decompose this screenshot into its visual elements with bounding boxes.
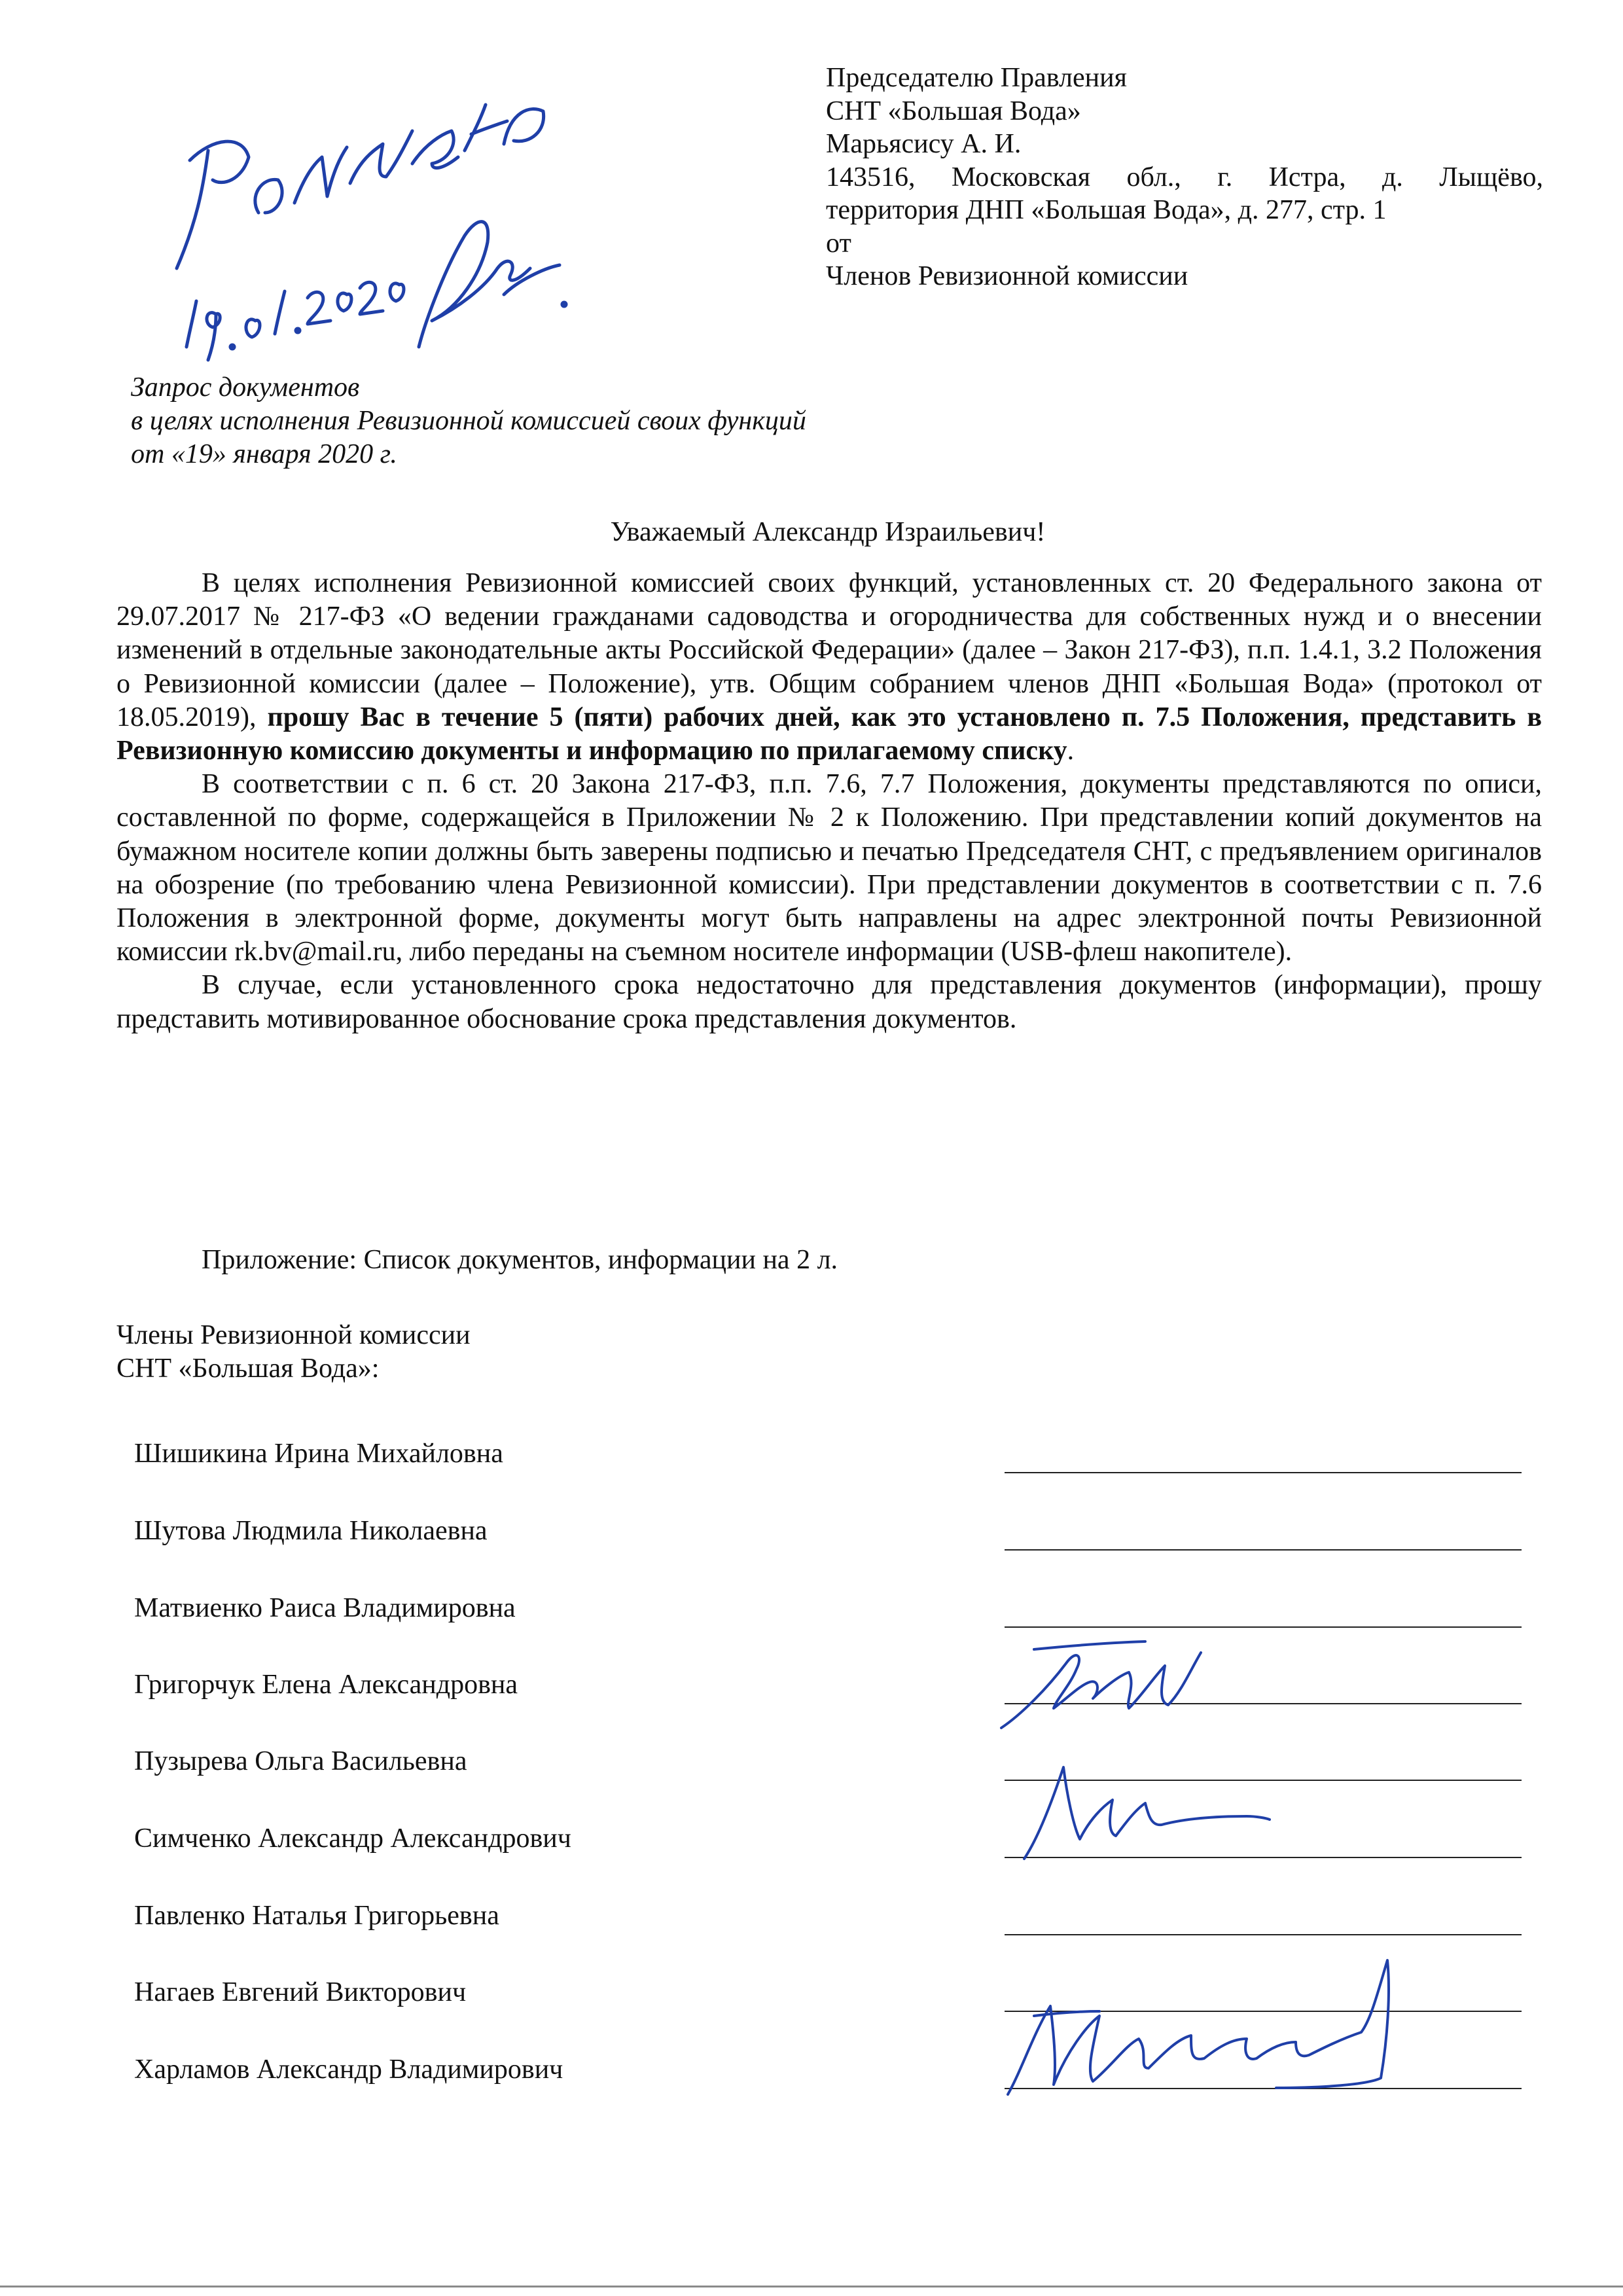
member-row [134, 1668, 1522, 1708]
signature-line [1005, 1934, 1522, 1935]
signature-grigorchuk [995, 1636, 1211, 1734]
member-row [134, 1515, 1522, 1554]
member-name: Пузырева Ольга Васильевна [134, 1746, 467, 1776]
addressee-from: от [826, 228, 851, 259]
subject-date: от «19» января 2020 г. [131, 439, 397, 469]
paragraph-bold-request: прошу Вас в течение 5 (пяти) рабочих дней, как это установлено п. 7.5 Положения, представить в Ревизионную комиссию документы и информацию по прилагаемому списку [116, 702, 1542, 766]
member-name: Шишикина Ирина Михайловна [134, 1439, 503, 1469]
member-row [134, 1822, 1522, 1861]
subject-line: в целях исполнения Ревизионной комиссией своих функций [131, 406, 806, 436]
member-name: Симченко Александр Александрович [134, 1823, 571, 1854]
paragraph-end: . [1067, 736, 1075, 766]
addressee-line: Председателю Правления [826, 63, 1127, 93]
member-name: Павленко Наталья Григорьевна [134, 1901, 499, 1931]
addressee-line: СНТ «Большая Вода» [826, 96, 1081, 126]
signature-kharlamov [995, 1954, 1420, 2104]
member-row [134, 1592, 1522, 1631]
member-name: Матвиенко Раиса Владимировна [134, 1593, 516, 1623]
member-name: Шутова Людмила Николаевна [134, 1516, 488, 1546]
paragraph-text: В целях исполнения Ревизионной комиссией своих функций, установленных ст. 20 Федерального закона от 29.07.2017 № 217-ФЗ «О ведении гражданами садоводства и огородничества для собственных нужд и о внесении изменений в отдельные законодательные акты Российской Федерации» (далее – Закон 217-ФЗ), п.п. 1.4.1, 3.2 Положения о Ревизионной комиссии (далее – Положение), утв. Общим собранием членов ДНП «Большая Вода» (протокол от 18.05.2019), [116, 568, 1542, 732]
addressee-line: Марьясису А. И. [826, 129, 1022, 159]
salutation: Уважаемый Александр Израильевич! [610, 517, 1046, 547]
member-row [134, 1437, 1522, 1477]
signature-line [1005, 1549, 1522, 1551]
attachment-note: Приложение: Список документов, информации на 2 л. [202, 1245, 838, 1275]
body-paragraph-2: В соответствии с п. 6 ст. 20 Закона 217-ФЗ, п.п. 7.6, 7.7 Положения, документы представляются по описи, составленной по форме, содержащейся в Приложении № 2 к Положению. При представлении копий документов на бумажном носителе копии должны быть заверены подписью и печатью Председателя СНТ, с предъявлением оригиналов на обозрение (по требованию члена Ревизионной комиссии). При представлении документов в соответствии с п. 7.6 Положения в электронной форме, документы могут быть направлены на адрес электронной почты Ревизионной комиссии rk.bv@mail.ru, либо переданы на съемном носителе информации (USB-флеш накопителе). [116, 769, 1542, 967]
body-paragraph-3: В случае, если установленного срока недостаточно для представления документов (информации), прошу представить мотивированное обоснование срока представления документов. [116, 970, 1542, 1034]
subject-line: Запрос документов [131, 372, 360, 403]
member-row [134, 1745, 1522, 1784]
signature-simchenko [1011, 1754, 1273, 1865]
member-name: Нагаев Евгений Викторович [134, 1977, 467, 2007]
addressee-address: 143516, Московская обл., г. Истра, д. Лыщёво, [826, 162, 1543, 192]
member-row [134, 1899, 1522, 1939]
members-heading-line: Члены Ревизионной комиссии [116, 1320, 471, 1350]
signature-line [1005, 1626, 1522, 1628]
scan-edge-line [0, 2286, 1623, 2287]
addressee-sender: Членов Ревизионной комиссии [826, 261, 1188, 291]
signature-line [1005, 1472, 1522, 1473]
member-name: Григорчук Елена Александровна [134, 1670, 518, 1700]
member-name: Харламов Александр Владимирович [134, 2054, 563, 2085]
members-heading-line: СНТ «Большая Вода»: [116, 1354, 380, 1384]
addressee-address: территория ДНП «Большая Вода», д. 277, стр. 1 [826, 195, 1387, 225]
